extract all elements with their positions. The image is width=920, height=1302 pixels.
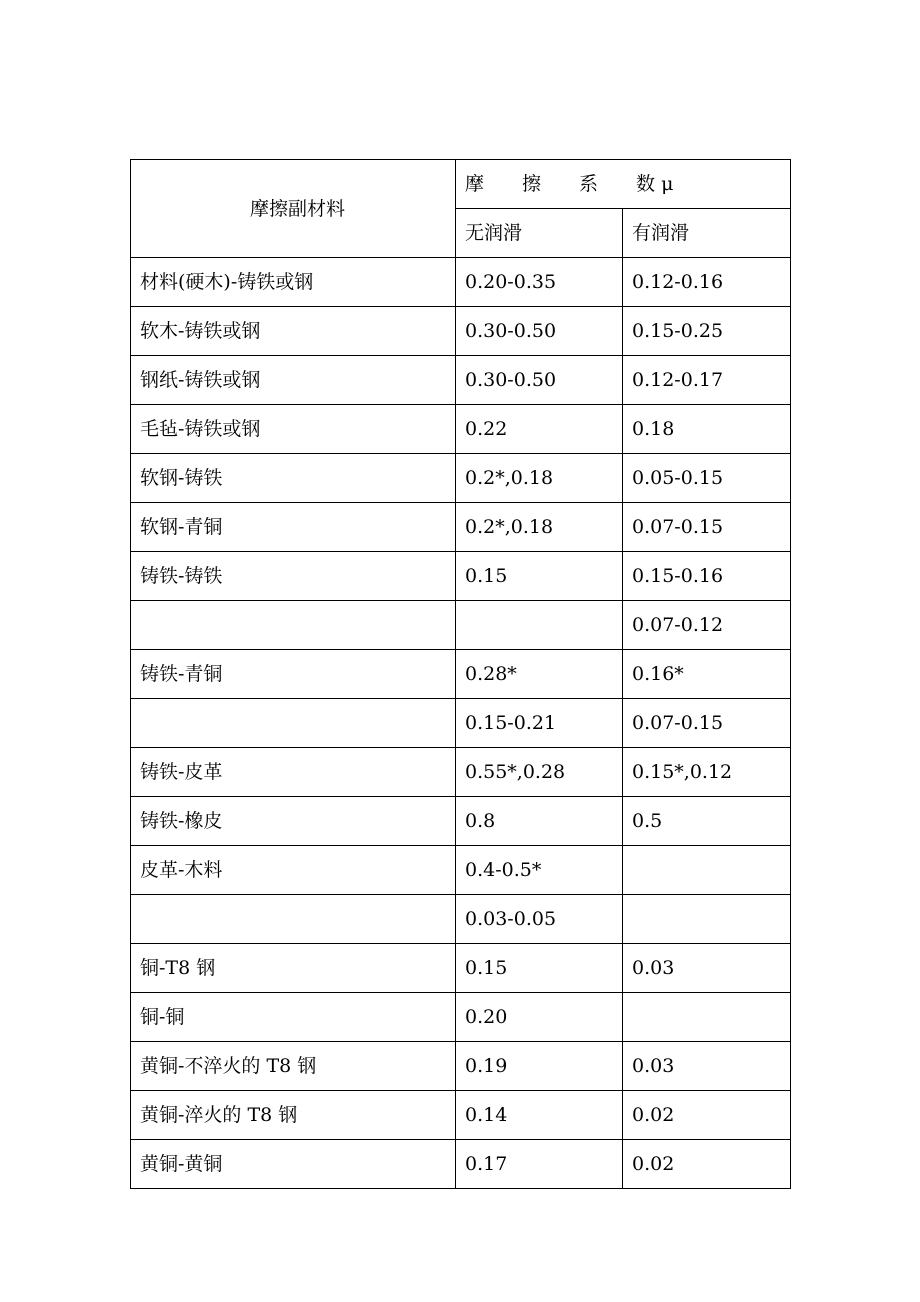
dry-coefficient-cell: 0.4-0.5* — [456, 846, 623, 895]
lubricated-coefficient-cell: 0.15-0.25 — [623, 307, 791, 356]
lubricated-coefficient-cell: 0.5 — [623, 797, 791, 846]
table-row — [131, 1091, 791, 1140]
material-cell: 毛毡-铸铁或钢 — [131, 405, 456, 454]
lubricated-coefficient-cell: 0.05-0.15 — [623, 454, 791, 503]
material-cell: 软钢-铸铁 — [131, 454, 456, 503]
lubricated-coefficient-cell — [623, 895, 791, 944]
material-cell: 铸铁-皮革 — [131, 748, 456, 797]
dry-coefficient-cell: 0.8 — [456, 797, 623, 846]
table-row — [131, 503, 791, 552]
material-cell: 钢纸-铸铁或钢 — [131, 356, 456, 405]
material-cell — [131, 601, 456, 650]
dry-coefficient-cell: 0.2*,0.18 — [456, 454, 623, 503]
material-cell: 软钢-青铜 — [131, 503, 456, 552]
table-row — [131, 650, 791, 699]
lubricated-coefficient-cell: 0.12-0.17 — [623, 356, 791, 405]
table-header — [131, 160, 791, 258]
dry-coefficient-cell: 0.15 — [456, 944, 623, 993]
lubricated-coefficient-cell: 0.07-0.12 — [623, 601, 791, 650]
material-cell: 材料(硬木)-铸铁或钢 — [131, 258, 456, 307]
material-cell — [131, 895, 456, 944]
dry-coefficient-cell: 0.30-0.50 — [456, 356, 623, 405]
lubricated-coefficient-cell — [623, 993, 791, 1042]
dry-coefficient-cell: 0.15 — [456, 552, 623, 601]
lubricated-coefficient-cell: 0.18 — [623, 405, 791, 454]
table-row — [131, 356, 791, 405]
dry-coefficient-cell: 0.03-0.05 — [456, 895, 623, 944]
table-row — [131, 993, 791, 1042]
table-row — [131, 307, 791, 356]
lubricated-coefficient-cell: 0.03 — [623, 1042, 791, 1091]
dry-coefficient-cell: 0.55*,0.28 — [456, 748, 623, 797]
dry-coefficient-cell: 0.15-0.21 — [456, 699, 623, 748]
material-cell: 铜-T8 钢 — [131, 944, 456, 993]
dry-coefficient-cell: 0.22 — [456, 405, 623, 454]
material-cell: 软木-铸铁或钢 — [131, 307, 456, 356]
material-cell: 黄铜-黄铜 — [131, 1140, 456, 1189]
lubricated-coefficient-cell: 0.07-0.15 — [623, 699, 791, 748]
dry-coefficient-cell — [456, 601, 623, 650]
dry-coefficient-cell: 0.19 — [456, 1042, 623, 1091]
lubricated-coefficient-cell: 0.03 — [623, 944, 791, 993]
dry-header: 无润滑 — [456, 209, 623, 258]
dry-coefficient-cell: 0.20-0.35 — [456, 258, 623, 307]
dry-coefficient-cell: 0.2*,0.18 — [456, 503, 623, 552]
lubricated-header: 有润滑 — [623, 209, 791, 258]
table-row — [131, 846, 791, 895]
friction-coefficient-table — [130, 159, 791, 1189]
lubricated-coefficient-cell: 0.16* — [623, 650, 791, 699]
friction-coefficient-header — [456, 160, 791, 209]
table-row — [131, 748, 791, 797]
lubricated-coefficient-cell: 0.07-0.15 — [623, 503, 791, 552]
material-pair-header: 摩擦副材料 — [131, 160, 456, 258]
material-cell: 铸铁-青铜 — [131, 650, 456, 699]
table-row — [131, 601, 791, 650]
table-row — [131, 699, 791, 748]
mu-symbol: μ — [661, 173, 674, 195]
table-row — [131, 895, 791, 944]
lubricated-coefficient-cell: 0.15-0.16 — [623, 552, 791, 601]
lubricated-coefficient-cell: 0.12-0.16 — [623, 258, 791, 307]
material-cell: 黄铜-不淬火的 T8 钢 — [131, 1042, 456, 1091]
table-body — [131, 258, 791, 1189]
table-row — [131, 405, 791, 454]
table-row — [131, 454, 791, 503]
dry-coefficient-cell: 0.28* — [456, 650, 623, 699]
lubricated-coefficient-cell: 0.15*,0.12 — [623, 748, 791, 797]
table-row — [131, 258, 791, 307]
header-row-top — [131, 160, 791, 209]
coef-header-char: 摩 — [465, 173, 485, 195]
material-cell: 铜-铜 — [131, 993, 456, 1042]
material-cell: 铸铁-橡皮 — [131, 797, 456, 846]
table-row — [131, 1140, 791, 1189]
table-row — [131, 944, 791, 993]
coef-header-char: 擦 — [522, 173, 542, 195]
lubricated-coefficient-cell: 0.02 — [623, 1091, 791, 1140]
dry-coefficient-cell: 0.17 — [456, 1140, 623, 1189]
coef-header-char: 系 — [579, 173, 599, 195]
dry-coefficient-cell: 0.20 — [456, 993, 623, 1042]
material-cell — [131, 699, 456, 748]
lubricated-coefficient-cell — [623, 846, 791, 895]
dry-coefficient-cell: 0.14 — [456, 1091, 623, 1140]
material-cell: 皮革-木料 — [131, 846, 456, 895]
table-row — [131, 797, 791, 846]
table-row — [131, 552, 791, 601]
material-cell: 铸铁-铸铁 — [131, 552, 456, 601]
dry-coefficient-cell: 0.30-0.50 — [456, 307, 623, 356]
table-row — [131, 1042, 791, 1091]
lubricated-coefficient-cell: 0.02 — [623, 1140, 791, 1189]
material-cell: 黄铜-淬火的 T8 钢 — [131, 1091, 456, 1140]
coef-header-char: 数 — [636, 173, 656, 195]
